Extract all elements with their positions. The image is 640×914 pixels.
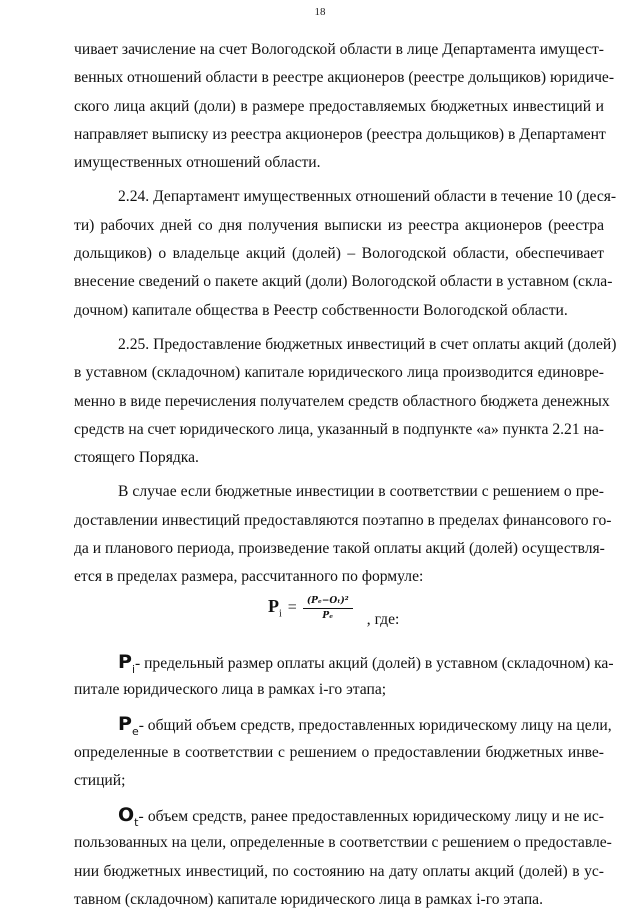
text-line: стиций; — [74, 771, 126, 789]
symbol-pi: $P_i$ — [118, 650, 135, 676]
symbol-ot: $O_t$ — [118, 804, 139, 829]
text-line: в уставном (складочном) капитале юридического лица производится единовре- — [74, 364, 604, 382]
text-line: тавном (складочном) капитале юридического лица в рамках i-го этапа. — [74, 891, 544, 909]
text-line: 2.24. Департамент имущественных отношений области в течение 10 (деся- — [118, 188, 617, 206]
text-line: $P_i-$ предельный размер оплаты акций (долей) в уставном (складочном) ка- — [118, 650, 614, 676]
text-line: ти) рабочих дней со дня получения выписки из реестра акционеров (реестра — [74, 216, 604, 234]
text-line: стоящего Порядка. — [74, 449, 199, 467]
paragraph-continuation — [74, 36, 615, 177]
formula-block — [74, 592, 604, 648]
formula-fraction — [303, 596, 353, 621]
text-line: средств на счет юридического лица, указанный в подпункте «а» пункта 2.21 на- — [74, 420, 604, 438]
text-line: дольщиков) о владельце акций (долей) – Вологодской области, обеспечивает — [74, 245, 604, 263]
text-line: чивает зачисление на счет Вологодской области в лице Департамента имущест- — [74, 41, 604, 58]
formula-equals: = — [287, 599, 297, 617]
text-line: В случае если бюджетные инвестиции в соответствии с решением о пре- — [118, 483, 604, 501]
definition-ot — [74, 801, 612, 914]
text-line: нии бюджетных инвестиций, по состоянию на дату оплаты акций (долей) в ус- — [74, 862, 604, 880]
text-line: направляет выписку из реестра акционеров (реестра дольщиков) в Департамент — [74, 125, 606, 143]
text-line: менно в виде перечисления получателем средств областного бюджета денежных — [74, 392, 610, 410]
text-line: пользованных на цели, определенные в соответствии с решением о предоставле- — [74, 834, 612, 852]
text-line: доставлении инвестиций предоставляются поэтапно в пределах финансового го- — [74, 511, 612, 529]
formula-lhs: $P_i$ — [268, 596, 282, 620]
formula-where: , где: — [366, 611, 400, 629]
text-line: $O_t-$ объем средств, ранее предоставленных юридическому лицу и не ис- — [118, 804, 604, 829]
document-body — [74, 36, 617, 914]
text-line: питале юридического лица в рамках i-го этапа; — [74, 680, 387, 698]
text-line: венных отношений области в реестре акционеров (реестре дольщиков) юридиче- — [74, 69, 615, 87]
symbol-pe: $P_e$ — [118, 713, 139, 739]
formula-denominator: Pₑ — [322, 610, 334, 621]
formula — [268, 595, 400, 629]
text-line: да и планового периода, произведение такой оплаты акций (долей) осуществля- — [74, 540, 605, 558]
text-line: дочном) капитале общества в Реестр собственности Вологодской области. — [74, 301, 568, 319]
page-number: 18 — [314, 6, 326, 18]
formula-numerator: (Pₑ−Oₜ)² — [303, 596, 353, 609]
text-line: определенные в соответствии с решением о предоставлении бюджетных инве- — [74, 743, 604, 761]
text-line: имущественных отношений области. — [74, 154, 321, 172]
text-line: ского лица акций (доли) в размере предоставляемых бюджетных инвестиций и — [74, 97, 604, 115]
text-line: $P_e-$ общий объем средств, предоставленных юридическому лицу на цели, — [118, 713, 612, 739]
text-line: 2.25. Предоставление бюджетных инвестиций в счет оплаты акций (долей) — [118, 335, 617, 353]
definition-pi — [74, 648, 614, 705]
definition-pe — [74, 710, 612, 795]
paragraph-2-24 — [74, 183, 617, 324]
text-line: внесение сведений о пакете акций (доли) Вологодской области в уставном (скла- — [74, 273, 613, 291]
paragraph-staged-case — [74, 478, 612, 591]
text-line: ется в пределах размера, рассчитанного по формуле: — [74, 568, 424, 586]
paragraph-2-25 — [74, 331, 617, 472]
